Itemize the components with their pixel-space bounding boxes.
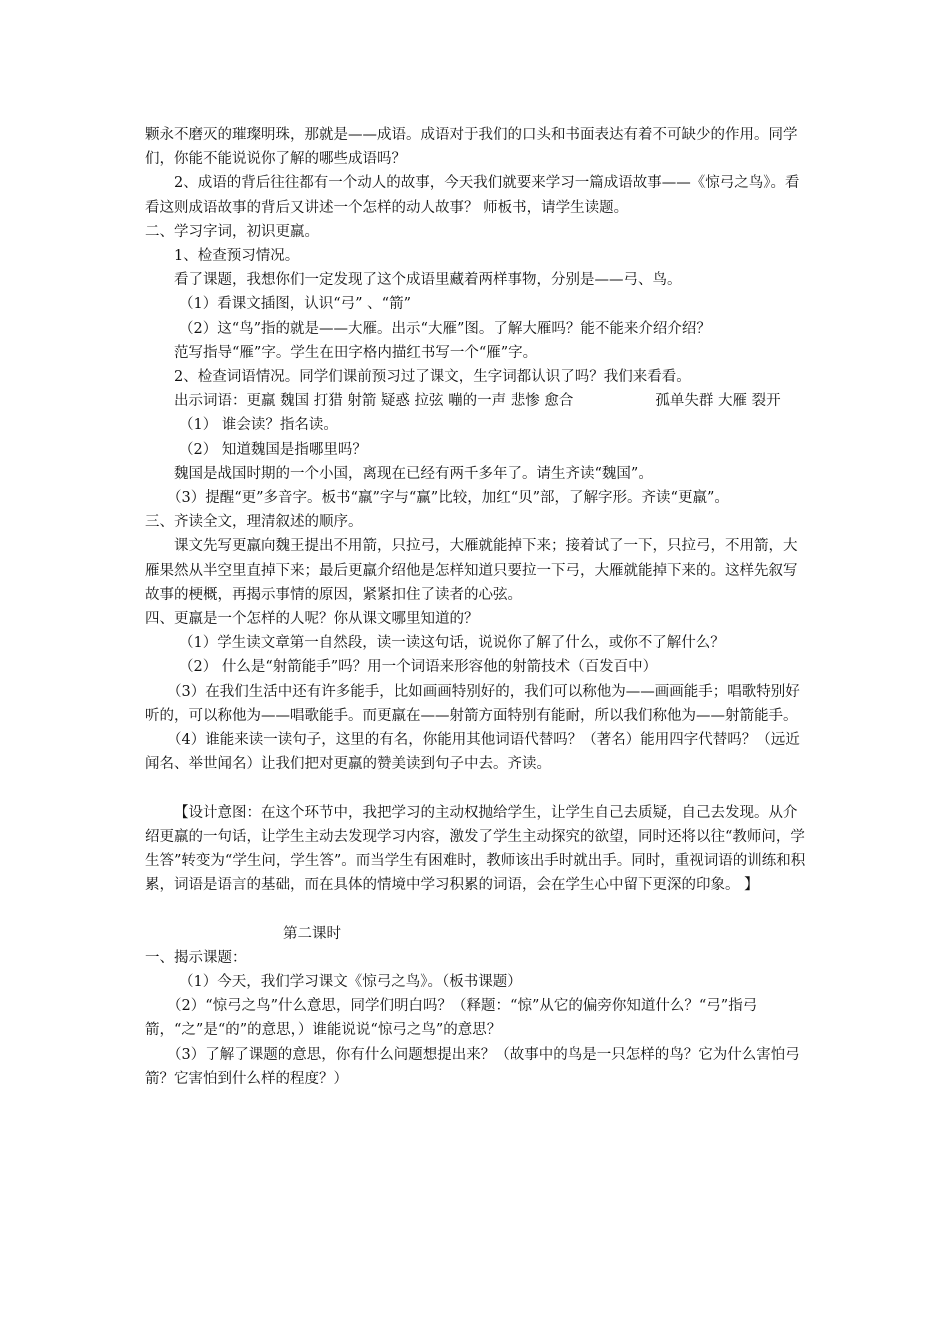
document-body [145,123,810,1091]
paragraph-design-intent: 【设计意图：在这个环节中，我把学习的主动权抛给学生，让学生自己去质疑，自己去发现。从介绍更羸的一句话，让学生主动去发现学习内容，激发了学生主动探究的欲望，同时还将以往“教师问，学生答”转变为“学生问，学生答”。而当学生有困难时，教师该出手时就出手。同时，重视词语的训练和积累，词语是语言的基础，而在具体的情境中学习积累的词语，会在学生心中留下更深的印象。 】 [145,804,806,894]
paragraph-who-can-read: （1） 谁会读？指名读。 [179,417,338,434]
paragraph-write-yan: 范写指导“雁”字。学生在田字格内描红书写一个“雁”字。 [174,344,538,361]
paragraph-wild-goose: （2）这“鸟”指的就是——大雁。出示“大雁”图。了解大雁吗？能不能来介绍介绍？ [179,320,711,337]
paragraph-intro-continued: 颗永不磨灭的璀璨明珠，那就是——成语。成语对于我们的口头和书面表达有着不可缺少的作用。同学们，你能不能说说你了解的哪些成语吗？ [145,127,798,168]
paragraph-check-words: 2、检查词语情况。同学们课前预习过了课文，生字词都认识了吗？我们来看看。 [174,369,691,386]
paragraph-today-lesson: （1）今天，我们学习课文《惊弓之鸟》。（板书课题） [179,974,522,991]
section-heading-reveal: 一、揭示课题： [145,949,247,966]
paragraph-many-experts: （3）在我们生活中还有许多能手，比如画画特别好的，我们可以称他为——画画能手；唱歌特别好听的，可以称他为——唱歌能手。而更羸在——射箭方面特别有能耐，所以我们称他为——射箭能手。 [145,683,800,724]
paragraph-read-first: （1）学生读文章第一自然段，读一读这句话，说说你了解了什么，或你不了解什么？ [179,635,725,652]
word-list-part-1: 出示词语：更羸 魏国 打猎 射箭 疑惑 拉弦 嘣的一声 悲惨 愈合 [174,393,574,410]
blank-line [145,897,810,921]
paragraph-title-meaning: （2）“惊弓之鸟”什么意思，同学们明白吗？（释题：“惊”从它的偏旁你知道什么？“弓”指弓箭，“之”是“的”的意思，）谁能说说“惊弓之鸟”的意思？ [145,998,758,1039]
blank-line [145,776,810,800]
paragraph-polyphone: （3）提醒“更”多音字。板书“羸”字与“赢”比较，加红“贝”部，了解字形。齐读“更羸”。 [167,490,729,507]
section-heading-2: 二、学习字词，初识更羸。 [145,223,319,240]
paragraph-where-wei: （2） 知道魏国是指哪里吗？ [179,441,367,458]
word-list-part-2: 孤单失群 大雁 裂开 [655,393,781,410]
section-heading-3: 三、齐读全文，理清叙述的顺序。 [145,514,363,531]
paragraph-archery-expert: （2） 什么是“射箭能手”吗？用一个词语来形容他的射箭技术（百发百中） [179,659,658,676]
paragraph-topic-things: 看了课题，我想你们一定发现了这个成语里藏着两样事物，分别是——弓、鸟。 [174,272,682,289]
lesson-two-title: 第二课时 [283,925,341,942]
paragraph-story-order: 课文先写更羸向魏王提出不用箭，只拉弓，大雁就能掉下来；接着试了一下，只拉弓，不用箭，大雁果然从半空里直掉下来；最后更羸介绍他是怎样知道只要拉一下弓，大雁就能掉下来的。这样先叙写故事的梗概，再揭示事情的原因，紧紧扣住了读者的心弦。 [145,538,798,603]
paragraph-item-2: 2、成语的背后往往都有一个动人的故事，今天我们就要来学习一篇成语故事——《惊弓之鸟》。看看这则成语故事的背后又讲述一个怎样的动人故事？ 师板书，请学生读题。 [145,175,800,216]
paragraph-word-list [145,389,810,413]
paragraph-bow-arrow: （1）看课文插图，认识“弓” 、“箭” [179,296,411,313]
paragraph-wei-state: 魏国是战国时期的一个小国，离现在已经有两千多年了。请生齐读“魏国”。 [174,465,653,482]
paragraph-famous: （4）谁能来读一读句子，这里的有名，你能用其他词语代替吗？（著名）能用四字代替吗？（远近闻名、举世闻名）让我们把对更羸的赞美读到句子中去。齐读。 [145,732,800,773]
paragraph-check-preview: 1、检查预习情况。 [174,248,300,265]
section-heading-4: 四、更羸是一个怎样的人呢？你从课文哪里知道的？ [145,611,479,628]
paragraph-questions: （3）了解了课题的意思，你有什么问题想提出来？（故事中的鸟是一只怎样的鸟？它为什么害怕弓箭？它害怕到什么样的程度？） [145,1046,800,1087]
